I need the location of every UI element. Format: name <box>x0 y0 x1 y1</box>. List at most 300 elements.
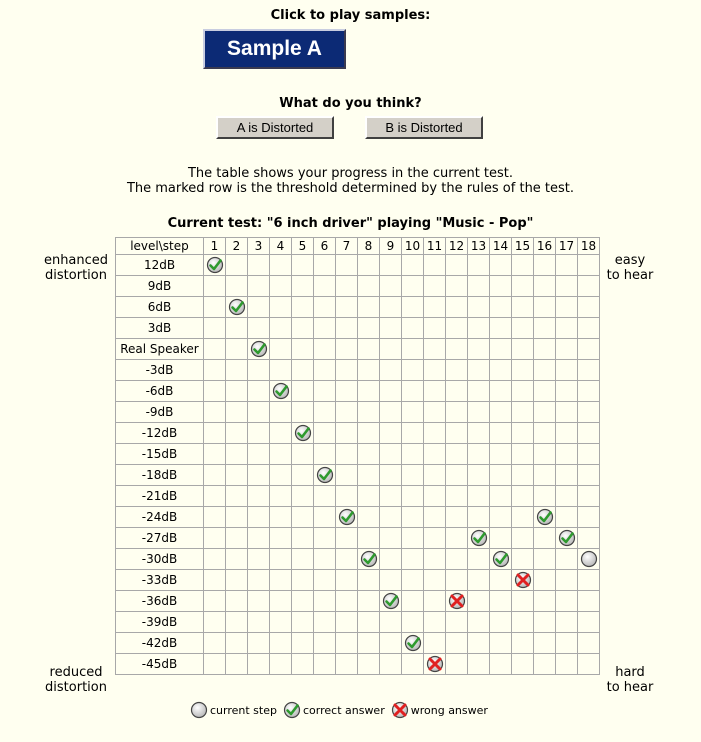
table-cell <box>402 612 424 633</box>
table-cell <box>358 549 380 570</box>
level-label: -21dB <box>116 486 204 507</box>
table-cell <box>204 297 226 318</box>
table-cell <box>402 591 424 612</box>
table-cell <box>248 381 270 402</box>
table-cell <box>534 297 556 318</box>
table-row <box>116 423 600 444</box>
table-cell <box>358 276 380 297</box>
table-cell <box>270 465 292 486</box>
level-label: -12dB <box>116 423 204 444</box>
side-label-reduced-distortion <box>38 665 114 695</box>
table-cell <box>490 444 512 465</box>
table-cell <box>578 444 600 465</box>
table-cell <box>424 318 446 339</box>
cross-icon <box>424 655 445 673</box>
table-cell <box>336 276 358 297</box>
table-cell <box>270 360 292 381</box>
table-cell <box>380 465 402 486</box>
table-cell <box>380 570 402 591</box>
table-cell <box>446 423 468 444</box>
table-cell <box>248 507 270 528</box>
table-cell <box>490 654 512 675</box>
table-cell <box>512 465 534 486</box>
current-test-title: Current test: "6 inch driver" playing "Music - Pop" <box>167 216 534 231</box>
table-cell <box>578 486 600 507</box>
table-cell <box>270 318 292 339</box>
table-cell <box>424 528 446 549</box>
table-cell <box>358 507 380 528</box>
table-row <box>116 633 600 654</box>
table-cell <box>314 402 336 423</box>
legend-wrong-label: wrong answer <box>410 703 488 717</box>
table-cell <box>468 549 490 570</box>
table-cell <box>226 423 248 444</box>
table-cell <box>248 276 270 297</box>
table-cell <box>270 381 292 402</box>
table-cell <box>534 633 556 654</box>
table-cell <box>336 402 358 423</box>
checkmark-icon <box>270 382 291 400</box>
table-cell <box>292 591 314 612</box>
table-cell <box>314 381 336 402</box>
table-cell <box>336 654 358 675</box>
table-cell <box>380 507 402 528</box>
table-cell <box>424 381 446 402</box>
table-cell <box>248 297 270 318</box>
step-header: 7 <box>336 238 358 255</box>
table-cell <box>446 612 468 633</box>
table-cell <box>534 339 556 360</box>
level-label: -42dB <box>116 633 204 654</box>
legend-correct <box>283 701 385 719</box>
checkmark-icon <box>380 592 401 610</box>
table-cell <box>270 570 292 591</box>
checkmark-icon <box>358 550 379 568</box>
table-cell <box>512 591 534 612</box>
table-cell <box>226 528 248 549</box>
table-cell <box>512 486 534 507</box>
table-cell <box>204 507 226 528</box>
table-cell <box>468 360 490 381</box>
side-label-line: enhanced <box>43 253 109 268</box>
table-cell <box>490 402 512 423</box>
checkmark-icon <box>468 529 489 547</box>
table-cell <box>446 318 468 339</box>
table-row <box>116 612 600 633</box>
legend-current <box>190 701 277 719</box>
table-cell <box>446 402 468 423</box>
table-cell <box>226 381 248 402</box>
cross-icon <box>446 592 467 610</box>
table-cell <box>204 360 226 381</box>
step-header: 17 <box>556 238 578 255</box>
table-cell <box>292 255 314 276</box>
table-cell <box>336 360 358 381</box>
table-cell <box>534 612 556 633</box>
table-cell <box>336 297 358 318</box>
table-cell <box>358 633 380 654</box>
table-cell <box>226 255 248 276</box>
table-cell <box>380 633 402 654</box>
table-cell <box>490 255 512 276</box>
table-cell <box>556 591 578 612</box>
table-cell <box>446 591 468 612</box>
table-cell <box>402 423 424 444</box>
level-label: -6dB <box>116 381 204 402</box>
table-row <box>116 276 600 297</box>
step-header: 10 <box>402 238 424 255</box>
level-label: -36dB <box>116 591 204 612</box>
level-label: 6dB <box>116 297 204 318</box>
table-cell <box>204 444 226 465</box>
table-cell <box>578 255 600 276</box>
table-cell <box>424 423 446 444</box>
table-row <box>116 297 600 318</box>
table-cell <box>314 297 336 318</box>
checkmark-icon <box>283 701 303 719</box>
table-cell <box>578 423 600 444</box>
level-label: -30dB <box>116 549 204 570</box>
table-cell <box>358 444 380 465</box>
table-cell <box>292 654 314 675</box>
side-label-line: distortion <box>45 680 107 695</box>
table-cell <box>578 633 600 654</box>
table-cell <box>358 360 380 381</box>
table-cell <box>490 318 512 339</box>
table-cell <box>446 444 468 465</box>
table-row <box>116 591 600 612</box>
table-cell <box>468 633 490 654</box>
table-cell <box>556 549 578 570</box>
table-cell <box>512 297 534 318</box>
step-header: 12 <box>446 238 468 255</box>
table-row <box>116 654 600 675</box>
table-cell <box>556 381 578 402</box>
table-cell <box>380 423 402 444</box>
table-cell <box>358 486 380 507</box>
table-cell <box>336 339 358 360</box>
table-cell <box>424 507 446 528</box>
table-cell <box>578 465 600 486</box>
table-cell <box>402 339 424 360</box>
table-cell <box>446 297 468 318</box>
checkmark-icon <box>248 340 269 358</box>
level-label: -3dB <box>116 360 204 381</box>
table-cell <box>512 654 534 675</box>
step-header: 14 <box>490 238 512 255</box>
play-samples-heading: Click to play samples: <box>270 8 431 23</box>
table-cell <box>402 654 424 675</box>
table-cell <box>248 360 270 381</box>
table-row <box>116 339 600 360</box>
question-heading: What do you think? <box>279 96 422 111</box>
table-cell <box>380 360 402 381</box>
table-cell <box>556 507 578 528</box>
table-cell <box>380 444 402 465</box>
table-cell <box>512 507 534 528</box>
table-cell <box>314 339 336 360</box>
table-cell <box>490 486 512 507</box>
step-header: 5 <box>292 238 314 255</box>
table-cell <box>270 276 292 297</box>
table-cell <box>204 591 226 612</box>
table-cell <box>556 444 578 465</box>
table-cell <box>578 402 600 423</box>
table-cell <box>468 297 490 318</box>
table-cell <box>490 549 512 570</box>
table-cell <box>468 465 490 486</box>
table-cell <box>446 570 468 591</box>
table-cell <box>534 381 556 402</box>
table-cell <box>468 423 490 444</box>
table-cell <box>490 465 512 486</box>
table-cell <box>314 654 336 675</box>
table-cell <box>556 318 578 339</box>
table-cell <box>512 276 534 297</box>
table-cell <box>314 591 336 612</box>
sample-a-button[interactable]: Sample A <box>203 29 346 69</box>
table-cell <box>380 612 402 633</box>
table-cell <box>402 318 424 339</box>
table-cell <box>226 549 248 570</box>
table-cell <box>402 549 424 570</box>
table-row <box>116 402 600 423</box>
table-cell <box>314 276 336 297</box>
table-cell <box>468 339 490 360</box>
step-header: 9 <box>380 238 402 255</box>
table-cell <box>490 612 512 633</box>
table-cell <box>248 528 270 549</box>
step-header: 3 <box>248 238 270 255</box>
table-cell <box>534 507 556 528</box>
table-cell <box>292 570 314 591</box>
table-cell <box>424 591 446 612</box>
table-cell <box>336 255 358 276</box>
table-cell <box>534 255 556 276</box>
table-cell <box>468 612 490 633</box>
table-cell <box>380 654 402 675</box>
table-cell <box>380 591 402 612</box>
table-cell <box>336 507 358 528</box>
table-cell <box>402 570 424 591</box>
table-cell <box>446 360 468 381</box>
table-cell <box>578 549 600 570</box>
table-cell <box>226 360 248 381</box>
table-cell <box>534 591 556 612</box>
table-cell <box>512 318 534 339</box>
table-row <box>116 486 600 507</box>
table-cell <box>314 507 336 528</box>
progress-table <box>115 237 600 675</box>
level-label: Real Speaker <box>116 339 204 360</box>
table-cell <box>204 339 226 360</box>
circle-icon <box>578 550 599 568</box>
step-header: 8 <box>358 238 380 255</box>
table-cell <box>468 591 490 612</box>
table-cell <box>402 255 424 276</box>
checkmark-icon <box>292 424 313 442</box>
table-row <box>116 507 600 528</box>
table-row <box>116 549 600 570</box>
table-cell <box>556 339 578 360</box>
table-cell <box>424 402 446 423</box>
legend-correct-label: correct answer <box>302 703 385 717</box>
table-cell <box>226 654 248 675</box>
table-cell <box>270 654 292 675</box>
step-header: 6 <box>314 238 336 255</box>
checkmark-icon <box>534 508 555 526</box>
table-cell <box>556 612 578 633</box>
table-cell <box>270 255 292 276</box>
table-cell <box>292 633 314 654</box>
table-cell <box>402 465 424 486</box>
table-cell <box>468 444 490 465</box>
table-cell <box>534 423 556 444</box>
table-cell <box>424 486 446 507</box>
step-header: 2 <box>226 238 248 255</box>
table-cell <box>556 654 578 675</box>
table-cell <box>292 276 314 297</box>
checkmark-icon <box>490 550 511 568</box>
step-header: 18 <box>578 238 600 255</box>
table-row <box>116 318 600 339</box>
table-cell <box>380 528 402 549</box>
table-cell <box>578 528 600 549</box>
table-cell <box>292 486 314 507</box>
table-cell <box>336 549 358 570</box>
table-row <box>116 360 600 381</box>
table-cell <box>226 591 248 612</box>
table-cell <box>424 255 446 276</box>
table-cell <box>578 318 600 339</box>
table-cell <box>336 612 358 633</box>
table-cell <box>446 633 468 654</box>
table-cell <box>270 486 292 507</box>
legend-current-label: current step <box>210 703 277 717</box>
table-cell <box>336 486 358 507</box>
checkmark-icon <box>336 508 357 526</box>
table-cell <box>402 381 424 402</box>
table-cell <box>402 402 424 423</box>
level-label: -45dB <box>116 654 204 675</box>
table-cell <box>556 465 578 486</box>
table-cell <box>512 444 534 465</box>
table-cell <box>270 444 292 465</box>
table-cell <box>424 444 446 465</box>
table-cell <box>446 465 468 486</box>
table-cell <box>446 486 468 507</box>
table-cell <box>402 507 424 528</box>
table-cell <box>204 486 226 507</box>
table-cell <box>424 276 446 297</box>
table-cell <box>358 402 380 423</box>
table-cell <box>578 591 600 612</box>
table-cell <box>292 612 314 633</box>
a-distorted-button[interactable]: A is Distorted <box>216 116 334 139</box>
table-cell <box>358 297 380 318</box>
table-row <box>116 465 600 486</box>
table-cell <box>468 381 490 402</box>
table-cell <box>556 633 578 654</box>
table-cell <box>226 318 248 339</box>
table-cell <box>226 507 248 528</box>
table-cell <box>490 423 512 444</box>
table-cell <box>336 570 358 591</box>
table-cell <box>446 276 468 297</box>
step-header: 13 <box>468 238 490 255</box>
table-cell <box>424 360 446 381</box>
table-cell <box>270 423 292 444</box>
table-cell <box>204 465 226 486</box>
step-header: 11 <box>424 238 446 255</box>
table-cell <box>292 507 314 528</box>
table-cell <box>512 255 534 276</box>
table-cell <box>424 549 446 570</box>
table-cell <box>248 612 270 633</box>
table-cell <box>314 549 336 570</box>
table-cell <box>204 276 226 297</box>
table-cell <box>292 465 314 486</box>
table-cell <box>248 255 270 276</box>
table-cell <box>556 486 578 507</box>
table-cell <box>204 528 226 549</box>
table-cell <box>204 612 226 633</box>
table-cell <box>248 570 270 591</box>
table-cell <box>578 654 600 675</box>
table-cell <box>446 255 468 276</box>
table-cell <box>336 444 358 465</box>
level-label: -9dB <box>116 402 204 423</box>
legend <box>190 701 494 719</box>
table-cell <box>490 633 512 654</box>
table-cell <box>402 297 424 318</box>
table-cell <box>358 465 380 486</box>
table-cell <box>270 339 292 360</box>
side-label-line: easy <box>614 253 646 268</box>
table-cell <box>512 381 534 402</box>
table-cell <box>314 486 336 507</box>
table-cell <box>402 444 424 465</box>
b-distorted-button[interactable]: B is Distorted <box>365 116 483 139</box>
level-label: 9dB <box>116 276 204 297</box>
table-cell <box>512 612 534 633</box>
table-cell <box>578 507 600 528</box>
table-cell <box>226 633 248 654</box>
table-cell <box>490 381 512 402</box>
table-cell <box>556 528 578 549</box>
table-cell <box>424 612 446 633</box>
table-cell <box>248 486 270 507</box>
table-cell <box>512 360 534 381</box>
table-cell <box>204 318 226 339</box>
table-cell <box>578 612 600 633</box>
step-header: 4 <box>270 238 292 255</box>
table-cell <box>358 423 380 444</box>
table-cell <box>270 402 292 423</box>
table-cell <box>534 486 556 507</box>
table-cell <box>248 633 270 654</box>
level-label: -24dB <box>116 507 204 528</box>
table-cell <box>358 570 380 591</box>
table-cell <box>248 423 270 444</box>
table-cell <box>314 612 336 633</box>
table-cell <box>380 486 402 507</box>
table-cell <box>292 549 314 570</box>
cross-icon <box>391 701 411 719</box>
table-cell <box>226 444 248 465</box>
table-cell <box>512 570 534 591</box>
table-cell <box>534 654 556 675</box>
